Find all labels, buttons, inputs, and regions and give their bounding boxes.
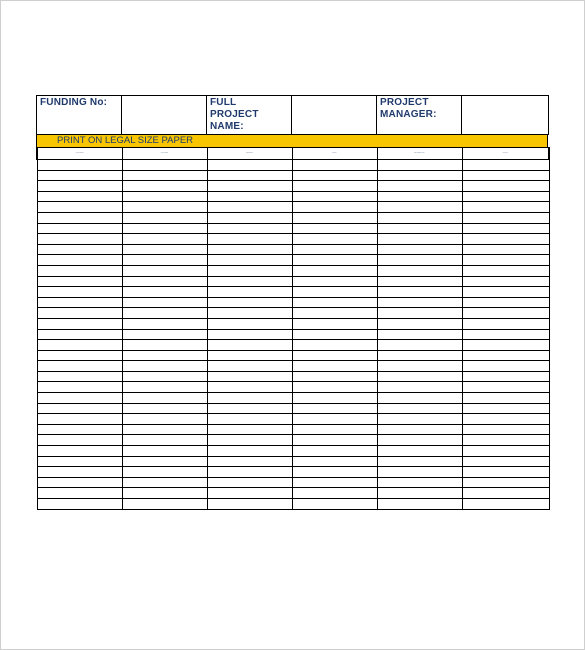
action-item-cell[interactable] <box>37 297 122 308</box>
due-date-cell[interactable] <box>462 297 549 308</box>
description-cell[interactable] <box>207 382 292 393</box>
responsible-party-cell[interactable] <box>377 435 462 446</box>
date-opened-cell[interactable] <box>122 403 207 414</box>
due-date-cell[interactable] <box>462 499 549 510</box>
table-row <box>37 477 549 488</box>
description-cell[interactable] <box>207 287 292 298</box>
priority-cell[interactable] <box>292 350 377 361</box>
description-cell[interactable] <box>207 181 292 192</box>
spacer-cell <box>122 160 207 171</box>
action-item-cell[interactable] <box>37 340 122 351</box>
priority-cell[interactable] <box>292 170 377 181</box>
priority-cell[interactable] <box>292 414 377 425</box>
print-instruction-banner: PRINT ON LEGAL SIZE PAPER <box>36 135 548 147</box>
description-cell[interactable] <box>207 424 292 435</box>
date-opened-cell[interactable] <box>122 223 207 234</box>
date-opened-cell[interactable] <box>122 446 207 457</box>
description-cell[interactable] <box>207 435 292 446</box>
due-date-cell[interactable] <box>462 202 549 213</box>
responsible-party-cell[interactable] <box>377 350 462 361</box>
responsible-party-cell[interactable] <box>377 382 462 393</box>
table-row <box>37 446 549 457</box>
table-row <box>37 234 549 245</box>
description-cell[interactable] <box>207 488 292 499</box>
table-row <box>37 170 549 181</box>
action-item-cell[interactable] <box>37 287 122 298</box>
table-row <box>37 297 549 308</box>
priority-cell[interactable] <box>292 212 377 223</box>
responsible-party-cell[interactable] <box>377 234 462 245</box>
responsible-party-cell[interactable] <box>377 361 462 372</box>
priority-cell[interactable] <box>292 287 377 298</box>
action-item-cell[interactable] <box>37 477 122 488</box>
responsible-party-cell[interactable] <box>377 265 462 276</box>
description-cell[interactable] <box>207 467 292 478</box>
column-header-priority: PRIORITY <box>292 148 377 160</box>
priority-cell[interactable] <box>292 435 377 446</box>
table-row <box>37 276 549 287</box>
description-cell[interactable] <box>207 255 292 266</box>
funding-label: FUNDING No: <box>37 96 122 135</box>
date-opened-cell[interactable] <box>122 181 207 192</box>
priority-cell[interactable] <box>292 234 377 245</box>
due-date-cell[interactable] <box>462 308 549 319</box>
column-header-date-opened: DATE OPENED <box>122 148 207 160</box>
table-row <box>37 255 549 266</box>
due-date-cell[interactable] <box>462 382 549 393</box>
responsible-party-cell[interactable] <box>377 318 462 329</box>
project-info-table <box>36 95 549 135</box>
due-date-cell[interactable] <box>462 340 549 351</box>
priority-cell[interactable] <box>292 297 377 308</box>
priority-cell[interactable] <box>292 340 377 351</box>
table-row <box>37 191 549 202</box>
description-cell[interactable] <box>207 234 292 245</box>
action-item-cell[interactable] <box>37 424 122 435</box>
date-opened-cell[interactable] <box>122 499 207 510</box>
date-opened-cell[interactable] <box>122 255 207 266</box>
priority-cell[interactable] <box>292 223 377 234</box>
responsible-party-cell[interactable] <box>377 467 462 478</box>
responsible-party-cell[interactable] <box>377 297 462 308</box>
responsible-party-cell[interactable] <box>377 340 462 351</box>
table-row <box>37 361 549 372</box>
action-item-cell[interactable] <box>37 181 122 192</box>
project-manager-value-field[interactable] <box>462 96 549 135</box>
priority-cell[interactable] <box>292 488 377 499</box>
action-item-cell[interactable] <box>37 265 122 276</box>
table-row <box>37 318 549 329</box>
due-date-cell[interactable] <box>462 276 549 287</box>
responsible-party-cell[interactable] <box>377 446 462 457</box>
table-row <box>37 308 549 319</box>
description-cell[interactable] <box>207 318 292 329</box>
priority-cell[interactable] <box>292 318 377 329</box>
due-date-cell[interactable] <box>462 456 549 467</box>
action-item-cell[interactable] <box>37 244 122 255</box>
table-row <box>37 223 549 234</box>
table-row <box>37 181 549 192</box>
action-item-cell[interactable] <box>37 488 122 499</box>
responsible-party-cell[interactable] <box>377 223 462 234</box>
date-opened-cell[interactable] <box>122 414 207 425</box>
action-item-cell[interactable] <box>37 499 122 510</box>
priority-cell[interactable] <box>292 361 377 372</box>
table-row <box>37 212 549 223</box>
responsible-party-cell[interactable] <box>377 329 462 340</box>
date-opened-cell[interactable] <box>122 424 207 435</box>
action-item-cell[interactable] <box>37 329 122 340</box>
table-row <box>37 456 549 467</box>
table-row <box>37 329 549 340</box>
project-name-label: FULL PROJECT NAME: <box>207 96 292 135</box>
responsible-party-cell[interactable] <box>377 499 462 510</box>
due-date-cell[interactable] <box>462 191 549 202</box>
responsible-party-cell[interactable] <box>377 477 462 488</box>
priority-cell[interactable] <box>292 382 377 393</box>
action-item-cell[interactable] <box>37 255 122 266</box>
description-cell[interactable] <box>207 223 292 234</box>
priority-cell[interactable] <box>292 456 377 467</box>
description-cell[interactable] <box>207 340 292 351</box>
action-item-table <box>36 147 550 510</box>
action-item-cell[interactable] <box>37 318 122 329</box>
table-row <box>37 202 549 213</box>
column-header-responsible-party: RESPONSIBLE PARTY <box>377 148 462 160</box>
date-opened-cell[interactable] <box>122 212 207 223</box>
due-date-cell[interactable] <box>462 181 549 192</box>
responsible-party-cell[interactable] <box>377 287 462 298</box>
date-opened-cell[interactable] <box>122 318 207 329</box>
priority-cell[interactable] <box>292 371 377 382</box>
due-date-cell[interactable] <box>462 170 549 181</box>
action-item-cell[interactable] <box>37 393 122 404</box>
responsible-party-cell[interactable] <box>377 170 462 181</box>
date-opened-cell[interactable] <box>122 265 207 276</box>
table-row <box>37 350 549 361</box>
action-item-cell[interactable] <box>37 202 122 213</box>
responsible-party-cell[interactable] <box>377 403 462 414</box>
priority-cell[interactable] <box>292 244 377 255</box>
action-item-cell[interactable] <box>37 414 122 425</box>
date-opened-cell[interactable] <box>122 456 207 467</box>
spacer-cell <box>462 160 549 171</box>
action-item-cell[interactable] <box>37 234 122 245</box>
due-date-cell[interactable] <box>462 467 549 478</box>
table-row <box>37 467 549 478</box>
priority-cell[interactable] <box>292 255 377 266</box>
due-date-cell[interactable] <box>462 350 549 361</box>
priority-cell[interactable] <box>292 181 377 192</box>
action-item-cell[interactable] <box>37 212 122 223</box>
action-item-cell[interactable] <box>37 361 122 372</box>
description-cell[interactable] <box>207 265 292 276</box>
due-date-cell[interactable] <box>462 212 549 223</box>
funding-value-field[interactable] <box>122 96 207 135</box>
priority-cell[interactable] <box>292 477 377 488</box>
responsible-party-cell[interactable] <box>377 393 462 404</box>
project-info-row <box>37 96 549 135</box>
description-cell[interactable] <box>207 371 292 382</box>
date-opened-cell[interactable] <box>122 234 207 245</box>
table-row <box>37 403 549 414</box>
responsible-party-cell[interactable] <box>377 244 462 255</box>
action-item-log-sheet <box>36 95 548 510</box>
responsible-party-cell[interactable] <box>377 414 462 425</box>
priority-cell[interactable] <box>292 467 377 478</box>
table-row <box>37 393 549 404</box>
due-date-cell[interactable] <box>462 414 549 425</box>
due-date-cell[interactable] <box>462 265 549 276</box>
action-item-cell[interactable] <box>37 467 122 478</box>
date-opened-cell[interactable] <box>122 276 207 287</box>
column-header-description: DESCRIPTION <box>207 148 292 160</box>
priority-cell[interactable] <box>292 191 377 202</box>
action-item-cell[interactable] <box>37 170 122 181</box>
table-row <box>37 340 549 351</box>
action-item-cell[interactable] <box>37 191 122 202</box>
table-row <box>37 244 549 255</box>
description-cell[interactable] <box>207 477 292 488</box>
due-date-cell[interactable] <box>462 234 549 245</box>
table-row <box>37 488 549 499</box>
date-opened-cell[interactable] <box>122 488 207 499</box>
responsible-party-cell[interactable] <box>377 488 462 499</box>
project-manager-label: PROJECT MANAGER: <box>377 96 462 135</box>
table-row <box>37 499 549 510</box>
priority-cell[interactable] <box>292 403 377 414</box>
responsible-party-cell[interactable] <box>377 456 462 467</box>
description-cell[interactable] <box>207 403 292 414</box>
due-date-cell[interactable] <box>462 287 549 298</box>
date-opened-cell[interactable] <box>122 340 207 351</box>
responsible-party-cell[interactable] <box>377 191 462 202</box>
header-spacer-row <box>37 160 549 171</box>
due-date-cell[interactable] <box>462 393 549 404</box>
description-cell[interactable] <box>207 361 292 372</box>
date-opened-cell[interactable] <box>122 170 207 181</box>
date-opened-cell[interactable] <box>122 350 207 361</box>
description-cell[interactable] <box>207 350 292 361</box>
spacer-cell <box>377 160 462 171</box>
description-cell[interactable] <box>207 212 292 223</box>
date-opened-cell[interactable] <box>122 393 207 404</box>
date-opened-cell[interactable] <box>122 287 207 298</box>
responsible-party-cell[interactable] <box>377 276 462 287</box>
responsible-party-cell[interactable] <box>377 212 462 223</box>
description-cell[interactable] <box>207 276 292 287</box>
action-item-cell[interactable] <box>37 371 122 382</box>
description-cell[interactable] <box>207 191 292 202</box>
spacer-cell <box>207 160 292 171</box>
table-row <box>37 371 549 382</box>
responsible-party-cell[interactable] <box>377 308 462 319</box>
due-date-cell[interactable] <box>462 329 549 340</box>
table-row <box>37 265 549 276</box>
date-opened-cell[interactable] <box>122 371 207 382</box>
description-cell[interactable] <box>207 446 292 457</box>
description-cell[interactable] <box>207 499 292 510</box>
description-cell[interactable] <box>207 329 292 340</box>
table-row <box>37 287 549 298</box>
column-header-due-date: DUE DATE <box>462 148 549 160</box>
priority-cell[interactable] <box>292 424 377 435</box>
date-opened-cell[interactable] <box>122 361 207 372</box>
action-item-cell[interactable] <box>37 435 122 446</box>
due-date-cell[interactable] <box>462 318 549 329</box>
description-cell[interactable] <box>207 170 292 181</box>
due-date-cell[interactable] <box>462 223 549 234</box>
table-row <box>37 424 549 435</box>
column-header-row <box>37 148 549 160</box>
action-item-cell[interactable] <box>37 456 122 467</box>
date-opened-cell[interactable] <box>122 477 207 488</box>
action-item-cell[interactable] <box>37 276 122 287</box>
due-date-cell[interactable] <box>462 424 549 435</box>
priority-cell[interactable] <box>292 308 377 319</box>
due-date-cell[interactable] <box>462 255 549 266</box>
date-opened-cell[interactable] <box>122 467 207 478</box>
date-opened-cell[interactable] <box>122 244 207 255</box>
date-opened-cell[interactable] <box>122 308 207 319</box>
table-row <box>37 382 549 393</box>
priority-cell[interactable] <box>292 329 377 340</box>
date-opened-cell[interactable] <box>122 202 207 213</box>
description-cell[interactable] <box>207 308 292 319</box>
action-item-cell[interactable] <box>37 350 122 361</box>
action-item-cell[interactable] <box>37 446 122 457</box>
priority-cell[interactable] <box>292 499 377 510</box>
responsible-party-cell[interactable] <box>377 255 462 266</box>
priority-cell[interactable] <box>292 276 377 287</box>
date-opened-cell[interactable] <box>122 297 207 308</box>
description-cell[interactable] <box>207 297 292 308</box>
date-opened-cell[interactable] <box>122 382 207 393</box>
action-item-cell[interactable] <box>37 223 122 234</box>
priority-cell[interactable] <box>292 446 377 457</box>
responsible-party-cell[interactable] <box>377 424 462 435</box>
responsible-party-cell[interactable] <box>377 202 462 213</box>
project-name-value-field[interactable] <box>292 96 377 135</box>
description-cell[interactable] <box>207 244 292 255</box>
priority-cell[interactable] <box>292 265 377 276</box>
spacer-cell <box>292 160 377 171</box>
spacer-cell <box>37 160 122 171</box>
date-opened-cell[interactable] <box>122 329 207 340</box>
responsible-party-cell[interactable] <box>377 371 462 382</box>
column-header-action-item: ACTION ITEM No. <box>37 148 122 160</box>
due-date-cell[interactable] <box>462 435 549 446</box>
responsible-party-cell[interactable] <box>377 181 462 192</box>
description-cell[interactable] <box>207 414 292 425</box>
due-date-cell[interactable] <box>462 371 549 382</box>
due-date-cell[interactable] <box>462 488 549 499</box>
action-item-cell[interactable] <box>37 403 122 414</box>
due-date-cell[interactable] <box>462 477 549 488</box>
description-cell[interactable] <box>207 456 292 467</box>
action-item-cell[interactable] <box>37 308 122 319</box>
date-opened-cell[interactable] <box>122 435 207 446</box>
due-date-cell[interactable] <box>462 361 549 372</box>
action-item-cell[interactable] <box>37 382 122 393</box>
description-cell[interactable] <box>207 393 292 404</box>
table-row <box>37 414 549 425</box>
table-row <box>37 435 549 446</box>
due-date-cell[interactable] <box>462 403 549 414</box>
due-date-cell[interactable] <box>462 244 549 255</box>
due-date-cell[interactable] <box>462 446 549 457</box>
priority-cell[interactable] <box>292 393 377 404</box>
date-opened-cell[interactable] <box>122 191 207 202</box>
description-cell[interactable] <box>207 202 292 213</box>
priority-cell[interactable] <box>292 202 377 213</box>
